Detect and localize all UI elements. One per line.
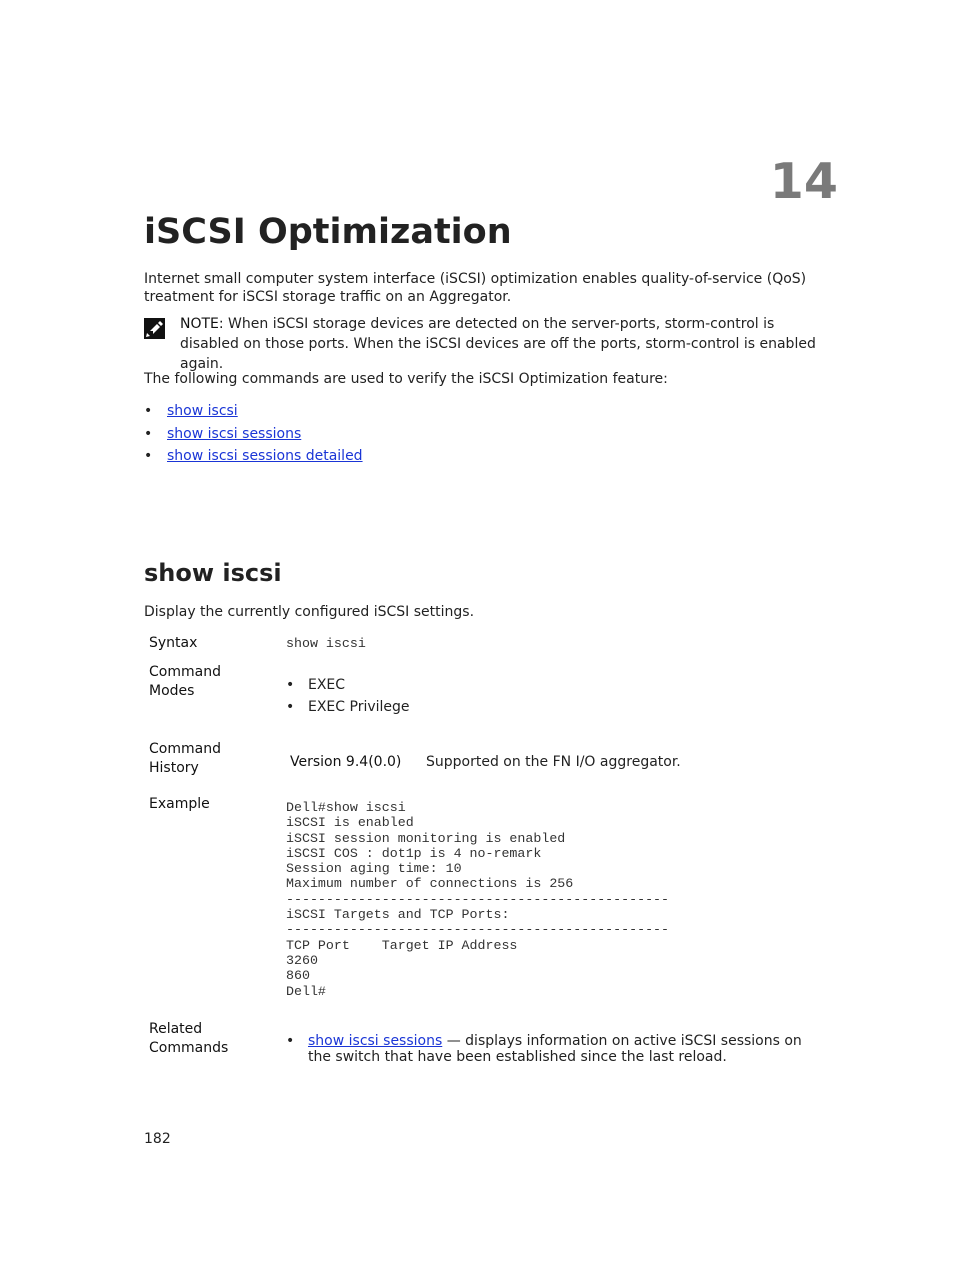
list-item bbox=[144, 424, 363, 447]
related-description: — displays information on active iSCSI sessions on the switch that have been established since the last reload. bbox=[308, 1033, 802, 1065]
chapter-title: iSCSI Optimization bbox=[144, 212, 512, 252]
syntax-value: show iscsi bbox=[286, 636, 366, 651]
command-modes-label-2: Modes bbox=[149, 683, 195, 699]
command-history-label-1: Command bbox=[149, 741, 221, 757]
list-item: • EXEC Privilege bbox=[286, 697, 410, 719]
code-line: TCP Port Target IP Address bbox=[286, 937, 518, 953]
related-commands-label-1: Related bbox=[149, 1021, 203, 1037]
code-line: Dell# bbox=[286, 983, 326, 999]
section-title: show iscsi bbox=[144, 559, 282, 587]
pencil-note-icon bbox=[144, 318, 165, 339]
page-number: 182 bbox=[144, 1131, 171, 1147]
code-line: ------------------------------------------------ bbox=[286, 891, 670, 907]
code-line: iSCSI is enabled bbox=[286, 815, 414, 831]
command-modes-label-1: Command bbox=[149, 664, 221, 680]
code-line: Maximum number of connections is 256 bbox=[286, 876, 574, 892]
chapter-number: 14 bbox=[769, 153, 838, 210]
list-item bbox=[144, 446, 363, 469]
example-label: Example bbox=[149, 796, 210, 812]
code-line: Dell#show iscsi bbox=[286, 800, 406, 815]
note-text: When iSCSI storage devices are detected on the server-ports, storm-control is disabled on those ports. When the iSCSI devices are off the ports, storm-control is enabled again. bbox=[180, 316, 816, 372]
code-line: iSCSI session monitoring is enabled bbox=[286, 830, 566, 846]
command-modes-list bbox=[286, 675, 410, 719]
link-show-iscsi-sessions-detailed[interactable]: show iscsi sessions detailed bbox=[167, 448, 363, 464]
list-item bbox=[286, 1033, 806, 1065]
example-code-block bbox=[286, 800, 669, 999]
code-line: 860 bbox=[286, 968, 310, 984]
list-item bbox=[144, 401, 363, 424]
history-description: Supported on the FN I/O aggregator. bbox=[426, 754, 681, 770]
history-version: Version 9.4(0.0) bbox=[290, 754, 402, 770]
list-item: • EXEC bbox=[286, 675, 410, 697]
link-show-iscsi-sessions[interactable]: show iscsi sessions bbox=[167, 425, 302, 442]
related-commands-label-2: Commands bbox=[149, 1040, 229, 1056]
syntax-label: Syntax bbox=[149, 635, 198, 651]
command-link-list bbox=[144, 401, 363, 469]
command-history-label-2: History bbox=[149, 760, 199, 776]
note-label: NOTE: bbox=[180, 316, 224, 332]
code-line: iSCSI COS : dot1p is 4 no-remark bbox=[286, 845, 542, 861]
related-commands-list bbox=[286, 1033, 806, 1065]
link-show-iscsi[interactable]: show iscsi bbox=[167, 403, 238, 419]
note bbox=[180, 314, 830, 374]
intro-paragraph: Internet small computer system interface (iSCSI) optimization enables quality-of-service (QoS) treatment for iSCSI storage traffic on an Aggregator. bbox=[144, 271, 807, 305]
code-line: ------------------------------------------------ bbox=[286, 922, 670, 938]
code-line: 3260 bbox=[286, 952, 318, 968]
commands-intro: The following commands are used to verify the iSCSI Optimization feature: bbox=[144, 371, 668, 387]
link-related-show-iscsi-sessions[interactable]: show iscsi sessions bbox=[308, 1033, 443, 1049]
section-description: Display the currently configured iSCSI settings. bbox=[144, 604, 475, 620]
code-line: Session aging time: 10 bbox=[286, 861, 462, 877]
code-line: iSCSI Targets and TCP Ports: bbox=[286, 907, 510, 923]
